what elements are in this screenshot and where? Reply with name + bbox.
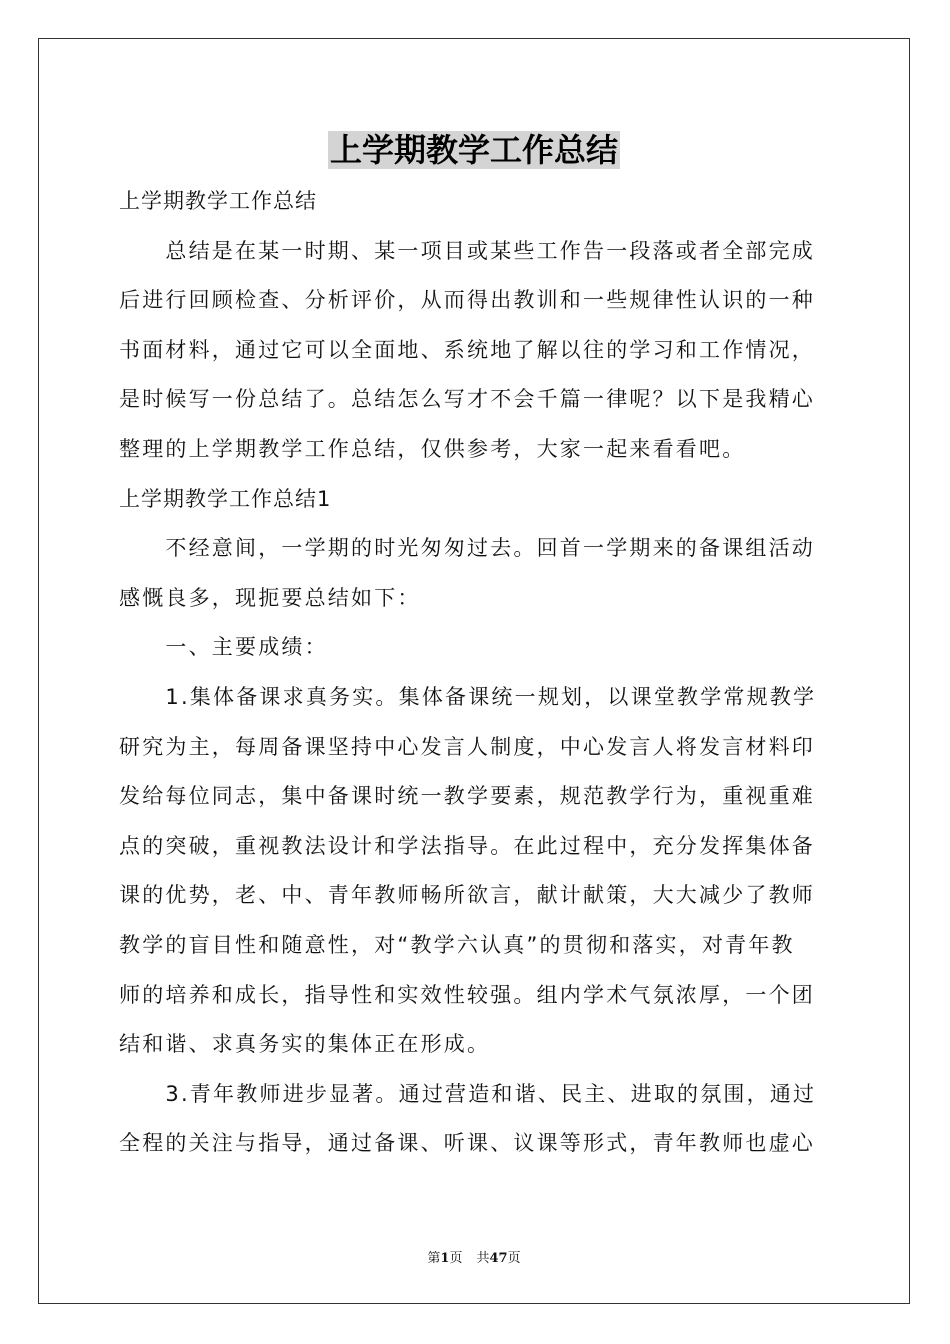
document-body xyxy=(119,177,835,1169)
body-line: 书面材料，通过它可以全面地、系统地了解以往的学习和工作情况， xyxy=(119,337,815,362)
body-line: 3.青年教师进步显著。通过营造和谐、民主、进取的氛围，通过 xyxy=(119,1081,817,1106)
body-line: 是时候写一份总结了。总结怎么写才不会千篇一律呢？以下是我精心 xyxy=(119,387,815,412)
page-suffix: 页 xyxy=(449,1251,463,1266)
page-footer xyxy=(39,1247,909,1266)
body-line: 师的培养和成长，指导性和实效性较强。组内学术气氛浓厚，一个团 xyxy=(119,982,815,1007)
body-line: 结和谐、求真务实的集体正在形成。 xyxy=(119,1032,491,1057)
body-line: 上学期教学工作总结 xyxy=(119,189,317,213)
body-line: 后进行回顾检查、分析评价，从而得出教训和一些规律性认识的一种 xyxy=(119,288,815,313)
document-title xyxy=(39,128,909,172)
page-number: 1 xyxy=(440,1251,450,1266)
page-prefix: 第 xyxy=(427,1251,441,1266)
body-line: 点的突破，重视教法设计和学法指导。在此过程中，充分发挥集体备 xyxy=(119,833,815,858)
body-line: 整理的上学期教学工作总结，仅供参考，大家一起来看看吧。 xyxy=(119,436,746,461)
total-prefix: 共 xyxy=(476,1251,490,1266)
section-heading: 上学期教学工作总结1 xyxy=(119,486,332,511)
total-suffix: 页 xyxy=(507,1251,521,1266)
body-line: 不经意间，一学期的时光匆匆过去。回首一学期来的备课组活动 xyxy=(119,536,815,561)
body-line: 总结是在某一时期、某一项目或某些工作告一段落或者全部完成 xyxy=(119,238,815,263)
total-pages: 47 xyxy=(489,1251,508,1266)
body-line: 发给每位同志，集中备课时统一教学要素，规范教学行为，重视重难 xyxy=(119,784,815,809)
body-line: 感慨良多，现扼要总结如下： xyxy=(119,585,421,610)
body-line: 教学的盲目性和随意性，对“教学六认真”的贯彻和落实，对青年教 xyxy=(119,932,795,957)
body-line: 1.集体备课求真务实。集体备课统一规划，以课堂教学常规教学 xyxy=(119,684,817,709)
body-line: 课的优势，老、中、青年教师畅所欲言，献计献策，大大减少了教师 xyxy=(119,883,815,908)
body-line: 研究为主，每周备课坚持中心发言人制度，中心发言人将发言材料印 xyxy=(119,734,815,759)
document-page xyxy=(38,38,910,1304)
body-line: 一、主要成绩： xyxy=(119,635,328,660)
body-line: 全程的关注与指导，通过备课、听课、议课等形式，青年教师也虚心 xyxy=(119,1131,815,1156)
document-title-text: 上学期教学工作总结 xyxy=(329,131,618,169)
